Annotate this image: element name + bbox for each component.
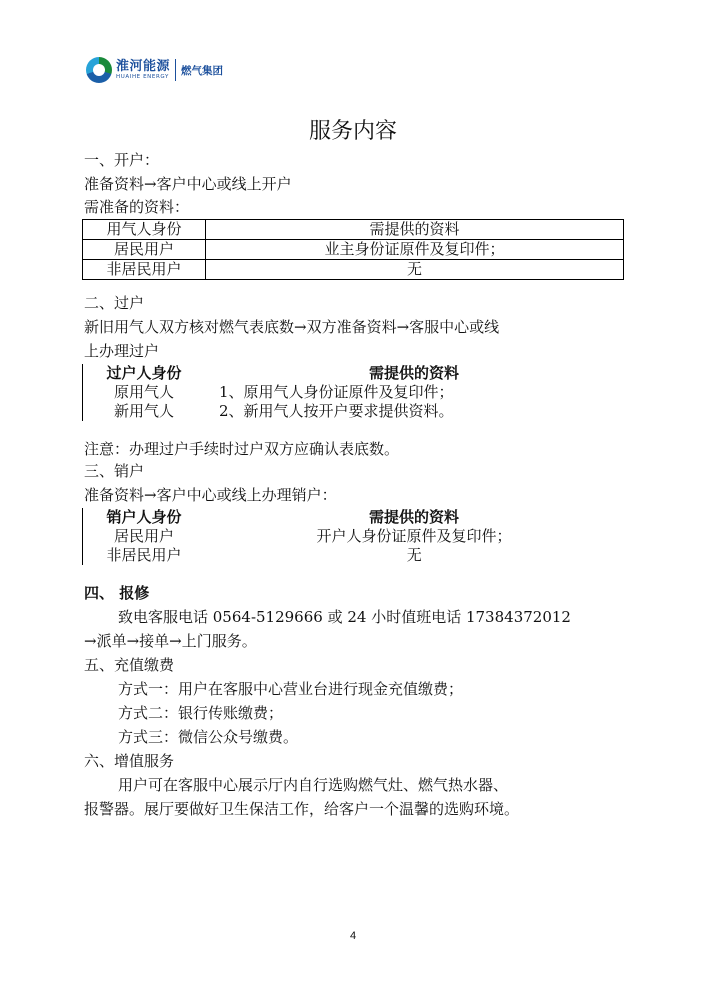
s4-heading: 四、 报修 [84, 584, 150, 602]
table-cell: 居民用户 [83, 240, 206, 260]
logo-cn: 淮河能源 [116, 58, 171, 74]
table-row [83, 383, 624, 402]
s4-line-1: 致电客服电话 0564-5129666 或 24 小时值班电话 17384372012 [118, 608, 571, 626]
s4-line-2: →派单→接单→上门服务。 [84, 632, 257, 650]
header-cell: 销户人身份 [106, 508, 182, 526]
s3-heading: 三、销户 [84, 462, 145, 480]
s1-need: 需准备的资料： [84, 198, 190, 216]
header-cell: 需提供的资料 [368, 508, 459, 526]
s1-table [82, 219, 624, 280]
table-cell: 无 [406, 546, 422, 564]
table-cell: 居民用户 [113, 527, 174, 545]
table-row [83, 527, 624, 546]
logo-en: HUAIHE ENERGY [116, 73, 169, 80]
table-cell: 1、原用气人身份证原件及复印件； [219, 383, 454, 401]
s5-way-1: 方式一：用户在客服中心营业台进行现金充值缴费； [118, 680, 464, 698]
s5-way-3: 方式三：微信公众号缴费。 [118, 728, 299, 746]
s2-heading: 二、过户 [84, 294, 145, 312]
table-cell: 非居民用户 [106, 546, 182, 564]
header-cell: 需提供的资料 [206, 220, 624, 240]
s3-table [82, 508, 624, 565]
table-row [83, 260, 624, 280]
table-cell: 原用气人 [113, 383, 174, 401]
header-cell: 过户人身份 [106, 364, 182, 382]
table-cell: 新用气人 [113, 402, 174, 420]
table-cell: 开户人身份证原件及复印件； [316, 527, 512, 545]
page-number: 4 [349, 930, 357, 942]
s5-heading: 五、充值缴费 [84, 656, 175, 674]
company-logo [86, 54, 223, 86]
table-row [83, 240, 624, 260]
s1-flow: 准备资料→客户中心或线上开户 [84, 175, 292, 193]
header-cell: 需提供的资料 [368, 364, 459, 382]
table-header-row [83, 220, 624, 240]
table-cell: 无 [206, 260, 624, 280]
table-cell: 业主身份证原件及复印件； [206, 240, 624, 260]
page-title: 服务内容 [308, 119, 397, 144]
logo-text [116, 60, 170, 81]
s6-line-1: 用户可在客服中心展示厅内自行选购燃气灶、燃气热水器、 [118, 776, 509, 794]
table-row [83, 546, 624, 565]
table-cell: 非居民用户 [83, 260, 206, 280]
s2-flow-1: 新旧用气人双方核对燃气表底数→双方准备资料→客服中心或线 [84, 318, 500, 336]
s1-heading: 一、开户： [84, 151, 160, 169]
table-row [83, 402, 624, 421]
logo-divider [175, 59, 176, 81]
s2-note: 注意：办理过户手续时过户双方应确认表底数。 [84, 440, 400, 458]
table-cell: 2、新用气人按开户要求提供资料。 [219, 402, 454, 420]
s5-way-2: 方式二：银行传账缴费； [118, 704, 284, 722]
header-cell: 用气人身份 [83, 220, 206, 240]
table-header-row [83, 508, 624, 527]
s3-flow: 准备资料→客户中心或线上办理销户： [84, 486, 337, 504]
s6-line-2: 报警器。展厅要做好卫生保洁工作，给客户一个温馨的选购环境。 [84, 800, 520, 818]
s6-heading: 六、增值服务 [84, 752, 175, 770]
s2-table [82, 364, 624, 421]
s2-flow-2: 上办理过户 [84, 342, 160, 360]
logo-sub: 燃气集团 [181, 64, 224, 77]
table-header-row [83, 364, 624, 383]
logo-emblem-icon [86, 57, 112, 83]
